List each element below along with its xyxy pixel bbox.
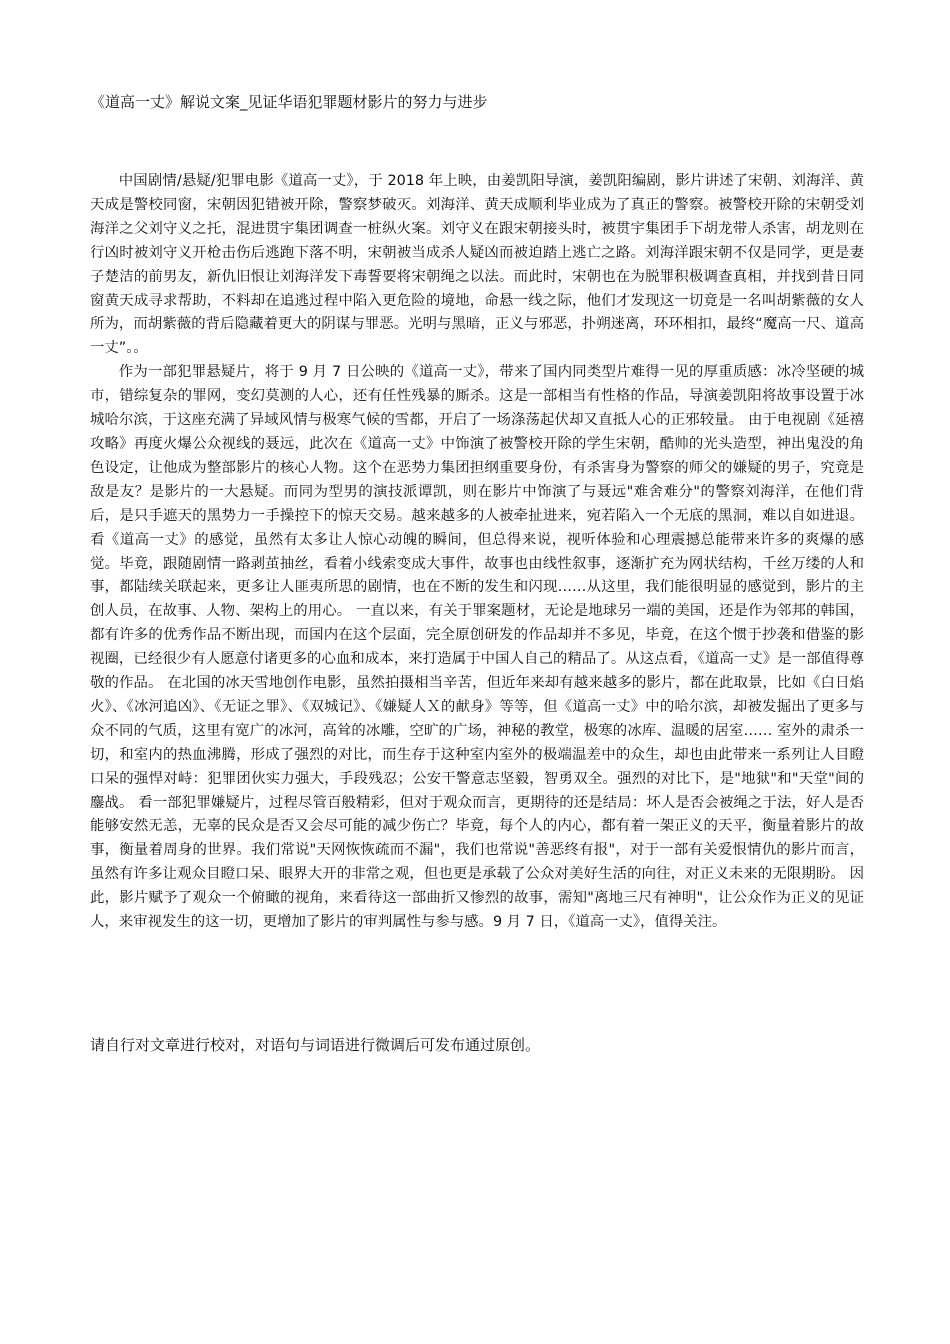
document-title: 《道高一丈》解说文案_见证华语犯罪题材影片的努力与进步: [90, 93, 488, 111]
paragraph-synopsis: 中国剧情/悬疑/犯罪电影《道高一丈》，于 2018 年上映，由姜凯阳导演，姜凯阳编剧，影片讲述了宋朝、刘海洋、黄天成是警校同窗，宋朝因犯错被开除，警察梦破灭。刘海洋、黄天成顺利毕业成为了真正的警察。被警校开除的宋朝受刘海洋之父刘守义之托，混进贯宇集团调查一桩纵火案。刘守义在跟宋朝接头时，被贯宇集团手下胡龙带人杀害，胡龙则在行凶时被刘守义开枪击伤后逃跑下落不明，宋朝被当成杀人疑凶而被迫踏上逃亡之路。刘海洋跟宋朝不仅是同学，更是妻子楚洁的前男友，新仇旧恨让刘海洋发下毒誓要将宋朝绳之以法。而此时，宋朝也在为脱罪积极调查真相，并找到昔日同窗黄天成寻求帮助，不料却在追逃过程中陷入更危险的境地，命悬一线之际，他们才发现这一切竟是一名叫胡紫薇的女人所为，而胡紫薇的背后隐藏着更大的阴谋与罪恶。光明与黑暗，正义与邪恶，扑朔迷离，环环相扣，最终“魔高一尺、道高一丈”。。: [90, 173, 864, 357]
footer-note: 请自行对文章进行校对，对语句与词语进行微调后可发布通过原创。: [90, 1036, 541, 1054]
article-body: [90, 170, 864, 935]
paragraph-review: 作为一部犯罪悬疑片，将于 9 月 7 日公映的《道高一丈》，带来了国内同类型片难得一见的厚重质感：冰冷坚硬的城市，错综复杂的罪网，变幻莫测的人心，还有任性残暴的厮杀。这是一部相当有性格的作品，导演姜凯阳将故事设置于冰城哈尔滨，于这座充满了异域风情与极寒气候的雪都，开启了一场涤荡起伏却又直抵人心的正邪较量。 由于电视剧《延禧攻略》再度火爆公众视线的聂远，此次在《道高一丈》中饰演了被警校开除的学生宋朝，酷帅的光头造型，神出鬼没的角色设定，让他成为整部影片的核心人物。这个在恶势力集团担纲重要身份，有杀害身为警察的师父的嫌疑的男子，究竟是敌是友？是影片的一大悬疑。而同为型男的演技派谭凯，则在影片中饰演了与聂远"难舍难分"的警察刘海洋，在他们背后，是只手遮天的黑势力一手操控下的惊天交易。越来越多的人被牵扯进来，宛若陷入一个无底的黑洞，难以自如进退。 看《道高一丈》的感觉，虽然有太多让人惊心动魄的瞬间，但总得来说，视听体验和心理震撼总能带来许多的爽爆的感觉。毕竟，跟随剧情一路剥茧抽丝，看着小线索变成大事件，故事也由线性叙事，逐渐扩充为网状结构，千丝万缕的人和事，都陆续关联起来，更多让人匪夷所思的剧情，也在不断的发生和闪现……从这里，我们能很明显的感觉到，影片的主创人员，在故事、人物、架构上的用心。 一直以来，有关于罪案题材，无论是地球另一端的美国，还是作为邻邦的韩国，都有许多的优秀作品不断出现，而国内在这个层面，完全原创研发的作品却并不多见，毕竟，在这个惯于抄袭和借鉴的影视圈，已经很少有人愿意付诸更多的心血和成本，来打造属于中国人自己的精品了。从这点看，《道高一丈》是一部值得尊敬的作品。 在北国的冰天雪地创作电影，虽然拍摄相当辛苦，但近年来却有越来越多的影片，都在此取景，比如《白日焰火》、《冰河追凶》、《无证之罪》、《双城记》、《嫌疑人Ｘ的献身》等等，但《道高一丈》中的哈尔滨，却被发掘出了更多与众不同的气质，这里有宽广的冰河，高耸的冰雕，空旷的广场，神秘的教堂，极寒的冰库、温暖的居室…… 室外的肃杀一切，和室内的热血沸腾，形成了强烈的对比，而生存于这种室内室外的极端温差中的众生，却也由此带来一系列让人目瞪口呆的强悍对峙：犯罪团伙实力强大，手段残忍；公安干警意志坚毅，智勇双全。强烈的对比下，是"地狱"和"天堂"间的鏖战。 看一部犯罪嫌疑片，过程尽管百般精彩，但对于观众而言，更期待的还是结局：坏人是否会被绳之于法，好人是否能够安然无恙，无辜的民众是否又会尽可能的减少伤亡？毕竟，每个人的内心，都有着一架正义的天平，衡量着影片的故事，衡量着周身的世界。我们常说"天网恢恢疏而不漏"，我们也常说"善恶终有报"，对于一部有关爱恨情仇的影片而言，虽然有许多让观众目瞪口呆、眼界大开的非常之观，但也更是承载了公众对美好生活的向往，对正义未来的无限期盼。 因此，影片赋予了观众一个俯瞰的视角，来看待这一部曲折又惨烈的故事，需知"离地三尺有神明"，让公众作为正义的见证人，来审视发生的这一切，更增加了影片的审判属性与参与感。9 月 7 日，《道高一丈》，值得关注。: [90, 364, 864, 931]
